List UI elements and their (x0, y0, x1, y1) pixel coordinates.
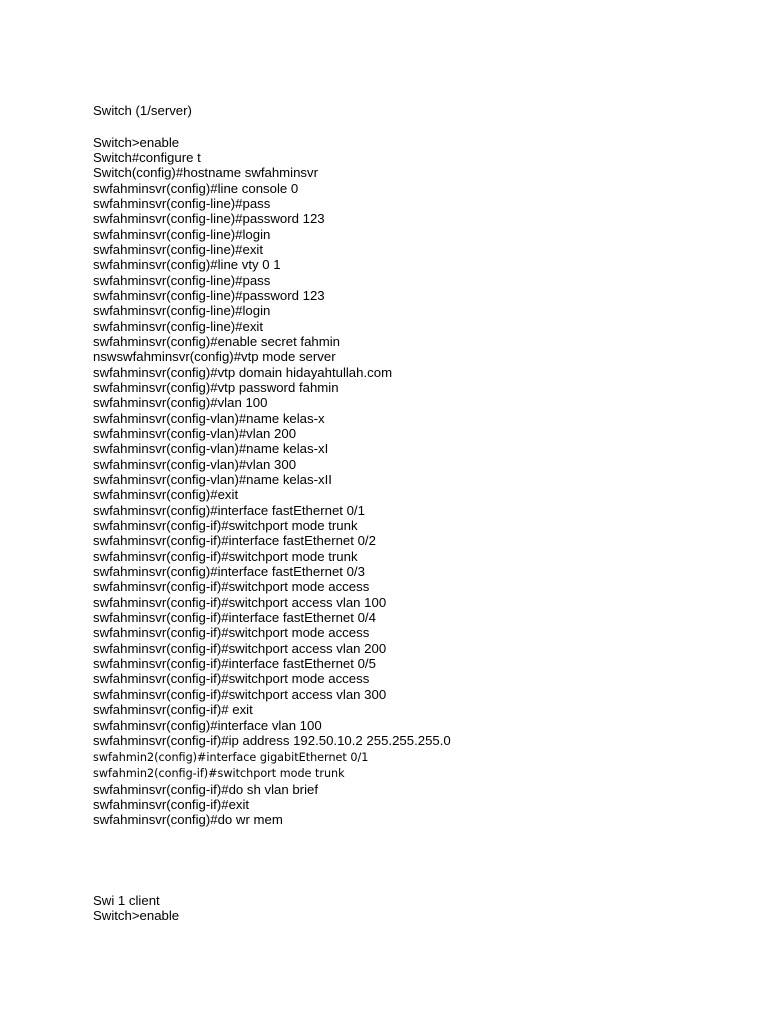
server-command-line: swfahminsvr(config)#exit (93, 487, 239, 502)
server-command-line: swfahminsvr(config-if)#switchport access vlan 200 (93, 641, 387, 656)
server-command-line: swfahmin2(config)#interface gigabitEthernet 0/1 (93, 751, 369, 764)
server-command-line: swfahminsvr(config-vlan)#name kelas-x (93, 411, 325, 426)
server-command-line: swfahminsvr(config-if)#switchport mode access (93, 671, 370, 686)
server-command-line: swfahminsvr(config)#interface fastEthernet 0/3 (93, 564, 365, 579)
server-command-line: swfahminsvr(config)#enable secret fahmin (93, 334, 341, 349)
client-section-heading: Swi 1 client (93, 893, 160, 908)
server-command-line: swfahminsvr(config-line)#login (93, 303, 271, 318)
server-command-line: swfahminsvr(config-vlan)#name kelas-xII (93, 472, 332, 487)
server-command-line: swfahminsvr(config-vlan)#vlan 300 (93, 457, 297, 472)
server-command-line: swfahminsvr(config-if)#switchport mode trunk (93, 549, 358, 564)
server-command-line: swfahminsvr(config-vlan)#name kelas-xI (93, 441, 329, 456)
server-command-line: swfahminsvr(config)#vlan 100 (93, 395, 268, 410)
server-command-line: swfahminsvr(config)#interface fastEthernet 0/1 (93, 503, 365, 518)
server-command-line: swfahminsvr(config-if)#switchport mode trunk (93, 518, 358, 533)
server-command-line: swfahminsvr(config-line)#pass (93, 273, 271, 288)
server-command-line: swfahmin2(config-if)#switchport mode trunk (93, 767, 345, 780)
server-command-line: swfahminsvr(config)#vtp password fahmin (93, 380, 339, 395)
server-command-line: swfahminsvr(config-line)#login (93, 227, 271, 242)
server-section-heading: Switch (1/server) (93, 103, 192, 118)
server-command-line: swfahminsvr(config-if)#interface fastEthernet 0/5 (93, 656, 376, 671)
server-command-line: swfahminsvr(config)#line vty 0 1 (93, 257, 281, 272)
server-command-line: swfahminsvr(config-vlan)#vlan 200 (93, 426, 297, 441)
server-command-line: Switch#configure t (93, 150, 201, 165)
server-command-line: swfahminsvr(config)#vtp domain hidayahtullah.com (93, 365, 393, 380)
server-command-line: Switch(config)#hostname swfahminsvr (93, 165, 319, 180)
server-command-line: nswswfahminsvr(config)#vtp mode server (93, 349, 336, 364)
server-command-line: swfahminsvr(config)#do wr mem (93, 812, 283, 827)
server-command-line: swfahminsvr(config)#line console 0 (93, 181, 299, 196)
server-command-line: swfahminsvr(config-if)# exit (93, 702, 253, 717)
server-command-line: swfahminsvr(config-line)#exit (93, 319, 264, 334)
server-command-line: swfahminsvr(config-if)#switchport mode access (93, 625, 370, 640)
server-command-line: swfahminsvr(config)#interface vlan 100 (93, 718, 322, 733)
server-command-line: Switch>enable (93, 135, 180, 150)
server-command-line: swfahminsvr(config-if)#ip address 192.50.10.2 255.255.255.0 (93, 733, 451, 748)
server-command-line: swfahminsvr(config-if)#switchport access vlan 100 (93, 595, 387, 610)
server-command-line: swfahminsvr(config-if)#interface fastEthernet 0/2 (93, 533, 376, 548)
server-command-line: swfahminsvr(config-line)#password 123 (93, 288, 325, 303)
server-command-line: swfahminsvr(config-line)#exit (93, 242, 264, 257)
server-command-line: swfahminsvr(config-if)#switchport access vlan 300 (93, 687, 387, 702)
server-command-line: swfahminsvr(config-if)#exit (93, 797, 250, 812)
server-command-line: swfahminsvr(config-if)#do sh vlan brief (93, 782, 319, 797)
client-command-line: Switch>enable (93, 908, 180, 923)
server-command-line: swfahminsvr(config-if)#interface fastEthernet 0/4 (93, 610, 376, 625)
server-command-line: swfahminsvr(config-line)#password 123 (93, 211, 325, 226)
server-command-line: swfahminsvr(config-line)#pass (93, 196, 271, 211)
server-command-line: swfahminsvr(config-if)#switchport mode access (93, 579, 370, 594)
